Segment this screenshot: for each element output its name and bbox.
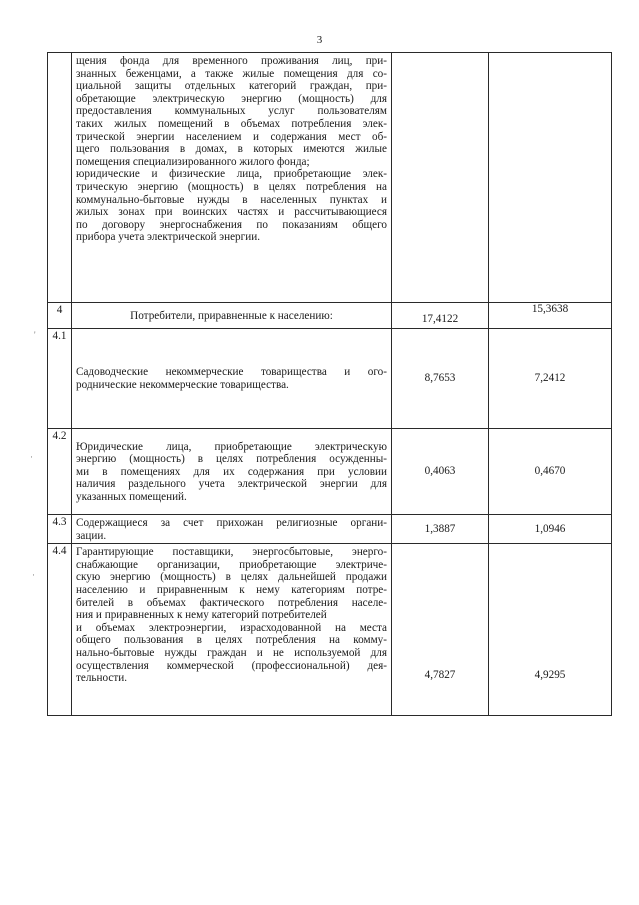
value-cell-2024 [489,53,612,303]
description-line: юридические и физические лица, приобретающие элек- [76,168,387,181]
description-line: Юридические лица, приобретающие электрическую [76,440,387,453]
value-cell: 15,3638 [489,303,612,329]
description-line: указанных помещений. [76,490,187,503]
row-description [72,544,392,716]
description-line: щего пользования в домах, в которых имеются жилые [76,143,387,156]
description-line: трическую энергию (мощность) в целях потребления на [76,180,387,193]
description-line: и объемах электроэнергии, израсходованной на места [76,621,387,634]
table-row-continuation [48,53,612,303]
row-number: 4.2 [48,429,72,515]
value-cell: 0,4670 [489,429,612,515]
row-description [72,329,392,429]
margin-tick: · [30,452,33,462]
row-number: 4.1 [48,329,72,429]
table-row [48,329,612,429]
description-line: энергию (мощность) в целях потребления осужденны- [76,453,387,466]
description-line: циальной защиты отдельных категорий граждан, при- [76,80,387,93]
row-number: 4.4 [48,544,72,716]
description-line: общего пользования в целях потребления на комму- [76,634,387,647]
row-number: 4.3 [48,515,72,544]
row-number: 4 [48,303,72,329]
description-line: жилых зонах при воинских частях и рассчитывающиеся [76,206,387,219]
description-line: Гарантирующие поставщики, энергосбытовые, энерго- [76,546,387,559]
row-description [72,53,392,303]
value-cell: 4,7827 [392,544,489,716]
description-line: Потребители, приравненные к населению: [130,309,333,322]
value-cell: 0,4063 [392,429,489,515]
value-cell: 8,7653 [392,329,489,429]
description-line: таких жилых помещений в объемах потребления элек- [76,117,387,130]
row-number-cell [48,53,72,303]
description-line: ми в помещениях для их содержания при условии [76,465,387,478]
description-line: осуществления коммерческой (профессиональной) дея- [76,659,387,672]
description-line: ния и приравненных к нему категорий потребителей [76,609,327,622]
table-row [48,515,612,544]
description-line: скую энергию (мощность) в целях дальнейшей продажи [76,571,387,584]
table-row [48,429,612,515]
description-line: нально-бытовые нужды граждан и не используемой для [76,646,387,659]
description-line: по договору энергоснабжения по показаниям общего [76,218,387,231]
description-line: обретающие электрическую энергию (мощность) для [76,92,387,105]
table-row [48,303,612,329]
description-line: Садоводческие некоммерческие товарищества и ого- [76,366,387,379]
value-cell: 1,3887 [392,515,489,544]
description-line: знанных беженцами, а также жилые помещения для со- [76,67,387,80]
value-cell: 1,0946 [489,515,612,544]
description-line: трической энергии населением и содержания мест об- [76,130,387,143]
description-line: бителей в объемах фактического потребления населе- [76,596,387,609]
description-line: наличия раздельного учета электрической энергии для [76,478,387,491]
row-description [72,303,392,329]
table-row [48,544,612,716]
description-line: щения фонда для временного проживания лиц, при- [76,55,387,67]
description-line: Содержащиеся за счет прихожан религиозные органи- [76,517,387,529]
description-line: прибора учета электрической энергии. [76,231,261,244]
value-cell: 4,9295 [489,544,612,716]
row-description [72,515,392,544]
margin-tick: ' [34,330,36,340]
description-line: предоставления коммунальных услуг пользователям [76,105,387,118]
value-cell: 17,4122 [392,303,489,329]
tariff-table [47,52,612,716]
page-number: 3 [316,34,323,46]
description-line: населению и приравненным к нему категориям потре- [76,583,387,596]
description-line: зации. [76,529,107,542]
description-line: снабжающие организации, приобретающие электриче- [76,558,387,571]
value-cell: 7,2412 [489,329,612,429]
description-line: коммунально-бытовые нужды в населенных пунктах и [76,193,387,206]
row-description [72,429,392,515]
description-line: тельности. [76,672,128,685]
value-cell-2023 [392,53,489,303]
description-line: помещения специализированного жилого фонда; [76,155,310,168]
description-line: роднические некоммерческие товарищества. [76,379,289,391]
margin-tick: · [32,570,35,580]
